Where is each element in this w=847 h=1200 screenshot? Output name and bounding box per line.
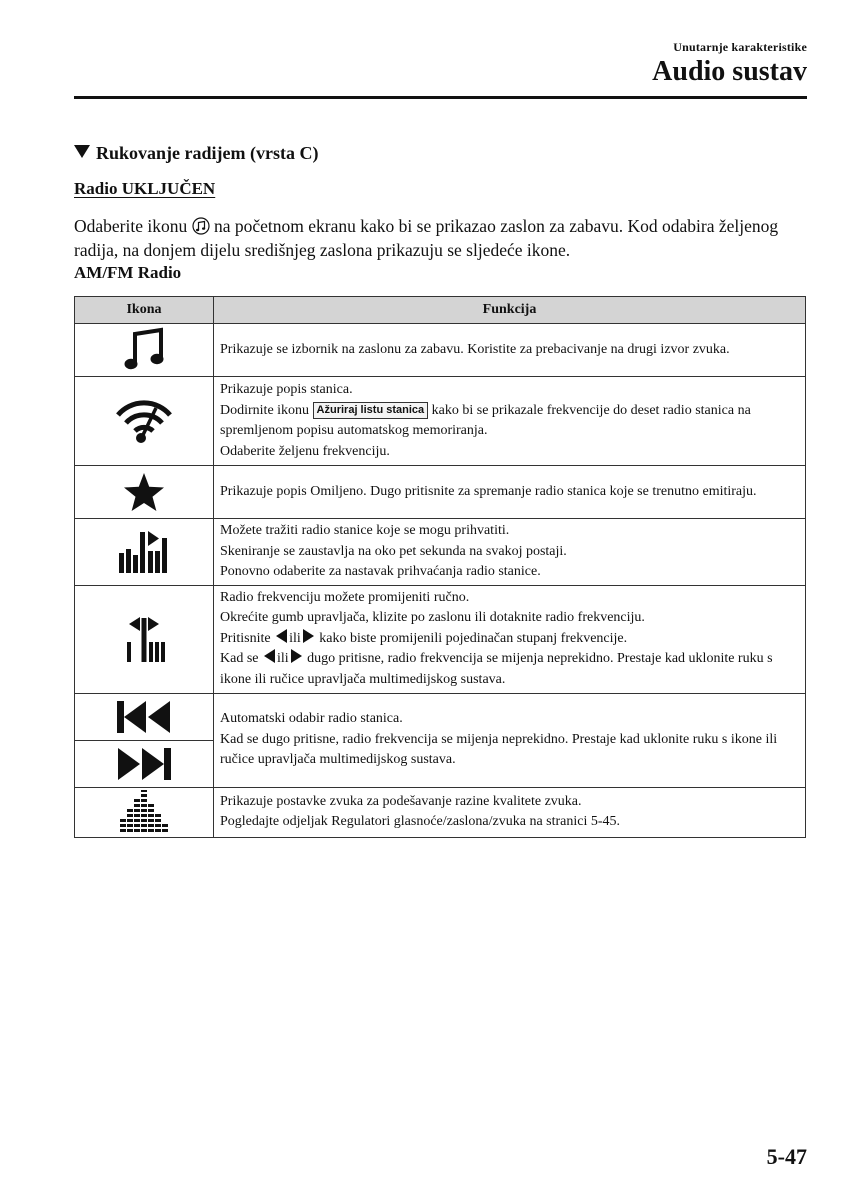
page-title: Audio sustav <box>652 56 807 87</box>
equalizer-segment <box>127 819 133 822</box>
intro-paragraph <box>74 214 814 262</box>
table-cell-icon <box>75 519 214 586</box>
icon-function-table <box>74 296 806 838</box>
manual-tune-icon <box>122 614 166 664</box>
equalizer-segment <box>127 809 133 812</box>
table-cell-function <box>214 787 806 837</box>
equalizer-segment <box>134 819 140 822</box>
seek-back-cell <box>75 694 213 741</box>
table-cell-icon <box>75 377 214 466</box>
subsection-heading: Radio UKLJUČEN <box>74 179 216 198</box>
table-row <box>75 693 806 787</box>
function-text-with-button <box>220 401 799 442</box>
equalizer-segment <box>155 824 161 827</box>
table-cell-function <box>214 324 806 377</box>
equalizer-segment <box>162 829 168 832</box>
equalizer-segment <box>155 819 161 822</box>
function-text: Ponovno odaberite za nastavak prihvaćanja radio stanice. <box>220 564 541 579</box>
equalizer-segment <box>148 804 154 807</box>
music-note-icon <box>122 327 166 373</box>
equalizer-segment <box>127 824 133 827</box>
equalizer-segment <box>134 824 140 827</box>
equalizer-segment <box>148 814 154 817</box>
equalizer-segment <box>120 824 126 827</box>
function-text: dugo pritisne, radio frekvencija se mijenja neprekidno. Prestaje kad uklonite ruku s ikone ili ručice upravljača multimedijskog sustava. <box>220 651 773 687</box>
table-header-icon: Ikona <box>75 297 214 324</box>
function-text: Možete tražiti radio stanice koje se mogu prihvatiti. <box>220 523 510 538</box>
table-row <box>75 324 806 377</box>
equalizer-segment <box>148 829 154 832</box>
header-divider <box>74 96 807 99</box>
table-cell-function <box>214 693 806 787</box>
function-text: Pogledajte odjeljak Regulatori glasnoće/zaslona/zvuka na stranici 5-45. <box>220 814 621 829</box>
function-text: Prikazuje popis Omiljeno. Dugo pritisnite za spremanje radio stanica koje se trenutno emitiraju. <box>220 483 757 499</box>
function-text: Prikazuje postavke zvuka za podešavanje razine kvalitete zvuka. <box>220 793 582 809</box>
equalizer-segment <box>148 819 154 822</box>
table-row <box>75 585 806 693</box>
table-row <box>75 787 806 837</box>
function-text-with-arrows <box>220 649 799 690</box>
table-header-row <box>75 297 806 324</box>
arrow-left-icon <box>264 649 275 663</box>
function-text: Skeniranje se zaustavlja na oko pet sekunda na svakoj postaji. <box>220 543 567 559</box>
table-row <box>75 466 806 519</box>
arrow-right-icon <box>303 629 314 643</box>
function-text: Prikazuje popis stanica. <box>220 382 353 397</box>
header-section-label: Unutarnje karakteristike <box>673 40 807 54</box>
function-text: Dodirnite ikonu <box>220 402 310 418</box>
function-text: Automatski odabir radio stanica. <box>220 711 403 727</box>
function-text: Kad se <box>220 651 259 667</box>
arrow-right-icon <box>291 649 302 663</box>
table-cell-function <box>214 466 806 519</box>
function-text: Radio frekvenciju možete promijeniti ručno. <box>220 589 470 605</box>
equalizer-segment <box>141 809 147 812</box>
equalizer-segment <box>148 824 154 827</box>
equalizer-segment <box>141 814 147 817</box>
equalizer-segment <box>141 794 147 797</box>
update-station-list-button: Ažuriraj listu stanica <box>313 402 429 419</box>
equalizer-segment <box>134 804 140 807</box>
function-text: Okrećite gumb upravljača, klizite po zaslonu ili dotaknite radio frekvenciju. <box>220 610 645 626</box>
function-text: kako bi se prikazale frekvencije do deset radio stanica na spremljenom popisu automatskog memoriranja. <box>220 402 751 438</box>
music-note-icon <box>192 217 210 235</box>
function-text: ili <box>289 630 301 646</box>
table-cell-icon <box>75 693 214 787</box>
equalizer-segment <box>141 824 147 827</box>
equalizer-segment <box>134 809 140 812</box>
intro-text-2: na početnom ekranu kako bi se prikazao zaslon za zabavu. Kod odabira željenog radija, na donjem dijelu središnjeg zaslona prikazuju se sljedeće ikone. <box>74 216 779 260</box>
equalizer-segment <box>141 790 147 792</box>
function-text: Kad se dugo pritisne, radio frekvencija se mijenja neprekidno. Prestaje kad uklonite ruku s ikone ili ručice upravljača multimedijskog sustava. <box>220 731 778 768</box>
function-text: Prikazuje se izbornik na zaslonu za zabavu. Koristite za prebacivanje na drugi izvor zvuka. <box>220 341 730 357</box>
function-text-with-arrows <box>220 629 799 650</box>
equalizer-segment <box>127 814 133 817</box>
section-heading-text: Rukovanje radijem (vrsta C) <box>96 143 319 163</box>
function-text: ili <box>277 651 289 667</box>
seek-forward-cell <box>75 741 213 787</box>
scan-icon <box>116 529 172 575</box>
intro-text-1: Odaberite ikonu <box>74 216 188 236</box>
amfm-heading: AM/FM Radio <box>74 263 182 282</box>
equalizer-icon <box>119 790 169 834</box>
equalizer-segment <box>155 829 161 832</box>
equalizer-segment <box>134 799 140 802</box>
equalizer-segment <box>141 819 147 822</box>
function-text: Pritisnite <box>220 630 271 646</box>
seek-back-icon <box>115 698 173 736</box>
table-cell-icon <box>75 787 214 837</box>
equalizer-segment <box>141 829 147 832</box>
table-row <box>75 519 806 586</box>
equalizer-segment <box>127 829 133 832</box>
seek-forward-icon <box>115 745 173 783</box>
arrow-left-icon <box>276 629 287 643</box>
table-row <box>75 377 806 466</box>
equalizer-segment <box>141 799 147 802</box>
section-heading <box>74 143 318 164</box>
table-cell-function <box>214 377 806 466</box>
equalizer-segment <box>148 809 154 812</box>
star-icon <box>122 471 166 513</box>
equalizer-segment <box>134 829 140 832</box>
equalizer-segment <box>162 824 168 827</box>
station-list-icon <box>114 398 174 444</box>
table-header-function: Funkcija <box>214 297 806 324</box>
equalizer-segment <box>155 814 161 817</box>
equalizer-segment <box>134 814 140 817</box>
table-cell-function <box>214 585 806 693</box>
triangle-down-icon <box>74 145 90 158</box>
equalizer-segment <box>141 804 147 807</box>
table-cell-icon <box>75 466 214 519</box>
table-cell-function <box>214 519 806 586</box>
function-text: kako biste promijenili pojedinačan stupanj frekvencije. <box>319 630 628 646</box>
equalizer-segment <box>120 829 126 832</box>
table-cell-icon <box>75 324 214 377</box>
equalizer-segment <box>120 819 126 822</box>
table-cell-icon <box>75 585 214 693</box>
page-number: 5-47 <box>766 1144 807 1169</box>
function-text: Odaberite željenu frekvenciju. <box>220 443 390 459</box>
